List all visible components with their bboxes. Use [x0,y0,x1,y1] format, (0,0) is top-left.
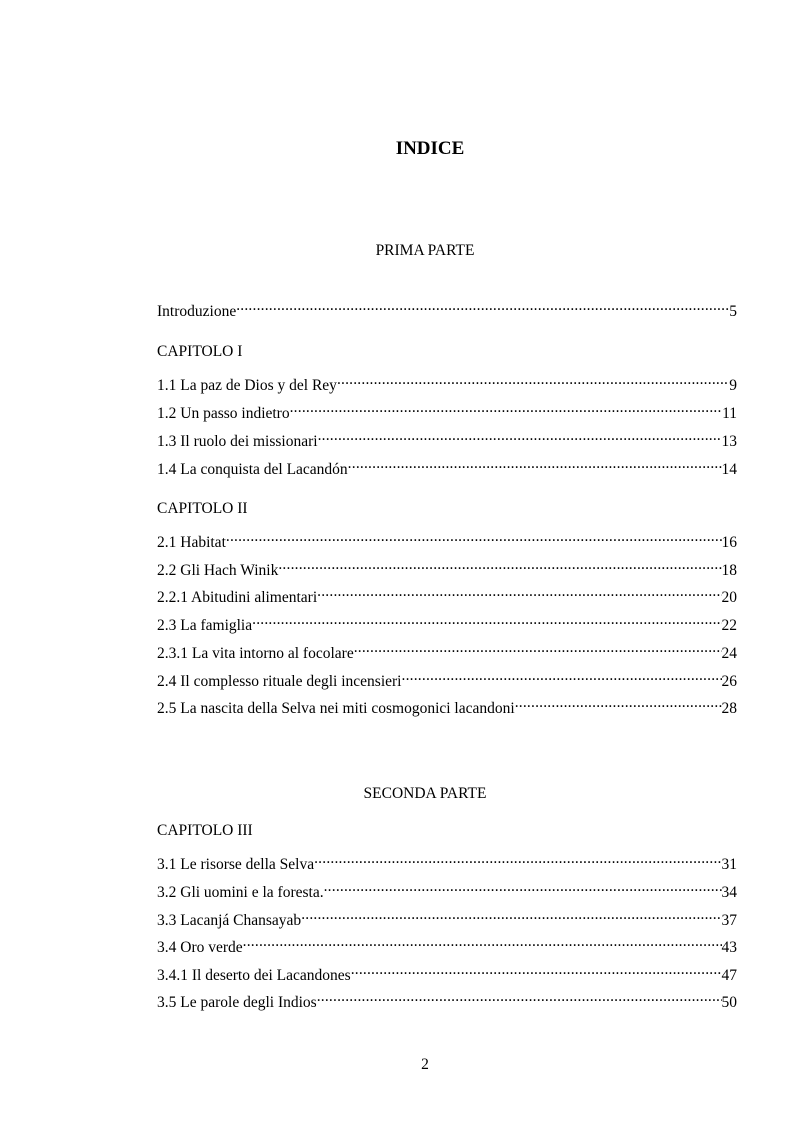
toc-leader-dots [236,296,729,316]
toc-entry-introduzione [157,296,737,320]
toc-entry [157,960,737,984]
toc-leader-dots [337,370,729,390]
chapter-heading-3: CAPITOLO III [157,822,253,839]
toc-entry-title: 2.2 Gli Hach Winik [157,562,279,579]
toc-entry [157,932,737,956]
toc-entry-page: 43 [721,939,737,956]
toc-entry [157,638,737,662]
toc-leader-dots [314,849,721,869]
toc-leader-dots [301,905,721,925]
toc-entry [157,454,737,478]
toc-entry [157,398,737,422]
toc-entry [157,582,737,606]
toc-entry-page: 22 [721,617,737,634]
toc-entry-title: 3.4.1 Il deserto dei Lacandones [157,967,351,984]
toc-leader-dots [290,398,722,418]
toc-entry-page: 34 [721,884,737,901]
toc-entry-page: 5 [729,303,737,320]
toc-leader-dots [354,638,722,658]
toc-entry-page: 26 [721,673,737,690]
toc-entry [157,693,737,717]
toc-leader-dots [252,610,721,630]
page-title: INDICE [395,138,465,159]
toc-entry [157,426,737,450]
toc-entry-page: 14 [721,461,737,478]
toc-leader-dots [348,454,722,474]
toc-entry-title: 2.1 Habitat [157,534,226,551]
toc-leader-dots [402,666,722,686]
toc-entry-title: 3.4 Oro verde [157,939,243,956]
toc-entry-title: 2.5 La nascita della Selva nei miti cosmogonici lacandoni [157,700,515,717]
toc-entry [157,849,737,873]
toc-entry-page: 18 [721,562,737,579]
toc-leader-dots [317,987,722,1007]
toc-entry-page: 9 [729,377,737,394]
page-number: 2 [421,1056,429,1073]
toc-entry-page: 28 [721,700,737,717]
toc-entry-page: 11 [722,405,737,422]
toc-entry-title: 2.2.1 Abitudini alimentari [157,589,318,606]
toc-entry-title: 1.1 La paz de Dios y del Rey [157,377,337,394]
toc-entry-title: 1.4 La conquista del Lacandón [157,461,348,478]
toc-entry [157,610,737,634]
toc-entry-page: 47 [721,967,737,984]
toc-entry-title: 2.3 La famiglia [157,617,253,634]
toc-entry-title: 3.1 Le risorse della Selva [157,856,315,873]
toc-entry-title: 1.2 Un passo indietro [157,405,290,422]
toc-entry-title: 3.5 Le parole degli Indios [157,994,317,1011]
toc-entry-page: 16 [721,534,737,551]
toc-entry-page: 37 [721,912,737,929]
toc-leader-dots [324,877,722,897]
toc-entry [157,555,737,579]
toc-leader-dots [351,960,722,980]
chapter-heading-1: CAPITOLO I [157,343,243,360]
toc-entry-title: 3.3 Lacanjá Chansayab [157,912,302,929]
toc-entry-page: 31 [721,856,737,873]
toc-entry [157,987,737,1011]
part-heading-prima: PRIMA PARTE [375,242,475,259]
toc-entry-title: Introduzione [157,303,237,320]
toc-entry-page: 13 [721,433,737,450]
toc-entry-title: 1.3 Il ruolo dei missionari [157,433,318,450]
toc-entry [157,370,737,394]
toc-entry-page: 24 [721,645,737,662]
toc-leader-dots [515,693,722,713]
toc-entry-title: 2.4 Il complesso rituale degli incensieri [157,673,402,690]
toc-leader-dots [317,582,721,602]
part-heading-seconda: SECONDA PARTE [363,785,487,802]
toc-leader-dots [226,527,722,547]
toc-entry-page: 20 [721,589,737,606]
toc-entry-title: 2.3.1 La vita intorno al focolare [157,645,354,662]
toc-entry [157,666,737,690]
toc-entry [157,527,737,551]
toc-leader-dots [278,555,721,575]
toc-entry-title: 3.2 Gli uomini e la foresta. [157,884,324,901]
toc-entry [157,905,737,929]
toc-leader-dots [318,426,722,446]
toc-entry-page: 50 [721,994,737,1011]
chapter-heading-2: CAPITOLO II [157,500,248,517]
toc-entry [157,877,737,901]
toc-leader-dots [243,932,722,952]
